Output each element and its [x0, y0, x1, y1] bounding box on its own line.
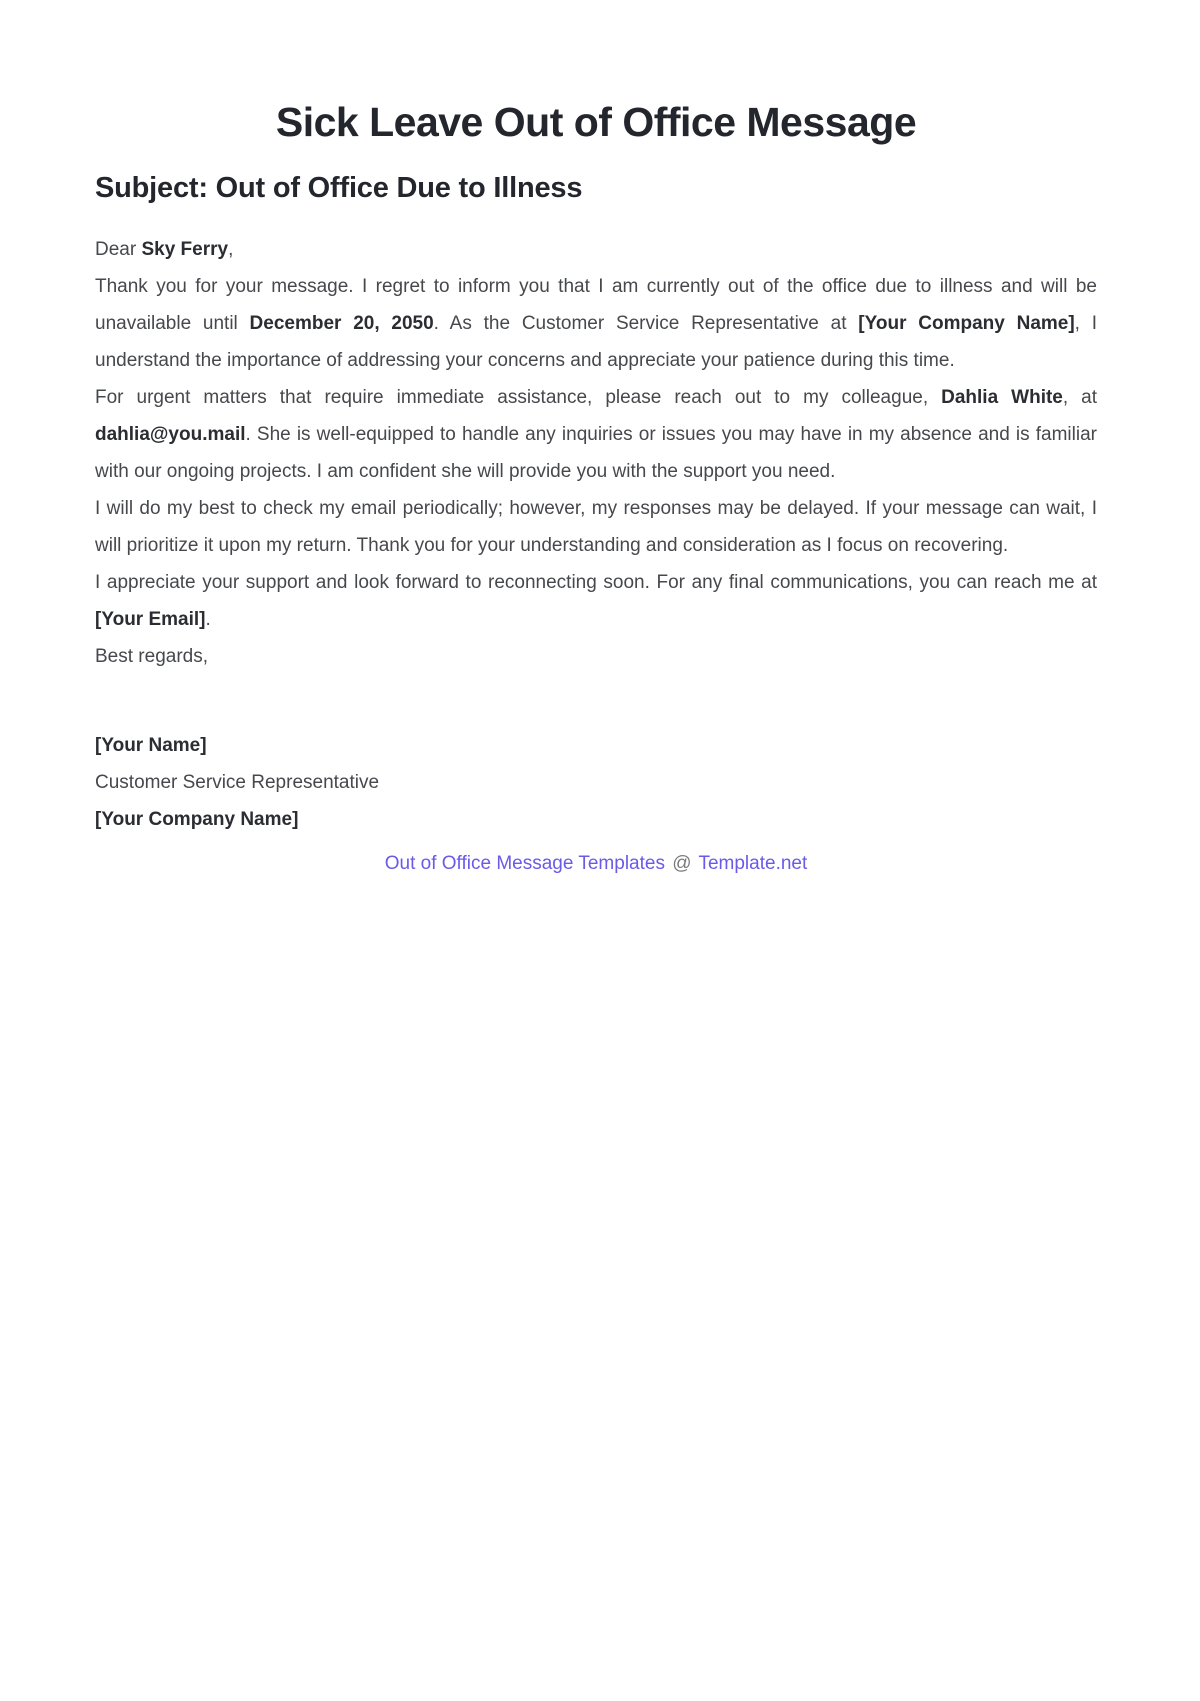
subject-heading: Subject: Out of Office Due to Illness	[95, 172, 583, 204]
footer-link-label[interactable]: Out of Office Message Templates	[384, 853, 665, 874]
paragraph	[95, 231, 1097, 268]
footer-template-link[interactable]	[385, 853, 808, 874]
footer-site-name[interactable]: Template.net	[698, 853, 808, 874]
letter-body	[95, 231, 1097, 675]
signature-company: [Your Company Name]	[95, 809, 299, 830]
text-segment: Dear	[95, 239, 142, 260]
text-segment: ,	[228, 239, 234, 260]
paragraph	[95, 638, 1097, 675]
document-title: Sick Leave Out of Office Message	[275, 99, 917, 145]
bold-text-segment: Dahlia White	[941, 387, 1063, 408]
footer-at-separator: @	[672, 853, 692, 874]
text-segment: I will do my best to check my email periodically; however, my responses may be delayed. If your message can wait, I will prioritize it upon my return. Thank you for your understanding and consideration as I focus on recovering.	[95, 498, 1097, 556]
text-segment: , I understand the importance of addressing your concerns and appreciate your patience during this time.	[95, 313, 1098, 371]
text-segment: .	[205, 609, 211, 630]
text-segment: , at	[1062, 387, 1098, 408]
paragraph	[95, 490, 1097, 564]
paragraph	[95, 268, 1097, 379]
paragraph	[95, 379, 1097, 490]
text-segment: For urgent matters that require immediate assistance, please reach out to my colleague,	[95, 387, 942, 408]
bold-text-segment: Sky Ferry	[141, 239, 229, 260]
signature-role: Customer Service Representative	[95, 772, 380, 793]
text-segment: Best regards,	[95, 646, 208, 667]
text-segment: Thank you for your message. I regret to inform you that I am currently out of the office due to illness and will be unavailable until	[95, 276, 1097, 334]
bold-text-segment: December 20, 2050	[249, 313, 434, 334]
text-segment: . As the Customer Service Representative at	[433, 313, 859, 334]
text-segment: I appreciate your support and look forward to reconnecting soon. For any final communications, you can reach me at	[95, 572, 1097, 593]
paragraph	[95, 564, 1097, 638]
footer	[95, 845, 1097, 882]
bold-text-segment: dahlia@you.mail	[95, 424, 246, 445]
signature-name: [Your Name]	[95, 735, 207, 756]
bold-text-segment: [Your Company Name]	[858, 313, 1075, 334]
text-segment: . She is well-equipped to handle any inquiries or issues you may have in my absence and is familiar with our ongoing projects. I am confident she will provide you with the support you need.	[95, 424, 1097, 482]
bold-text-segment: [Your Email]	[95, 609, 206, 630]
